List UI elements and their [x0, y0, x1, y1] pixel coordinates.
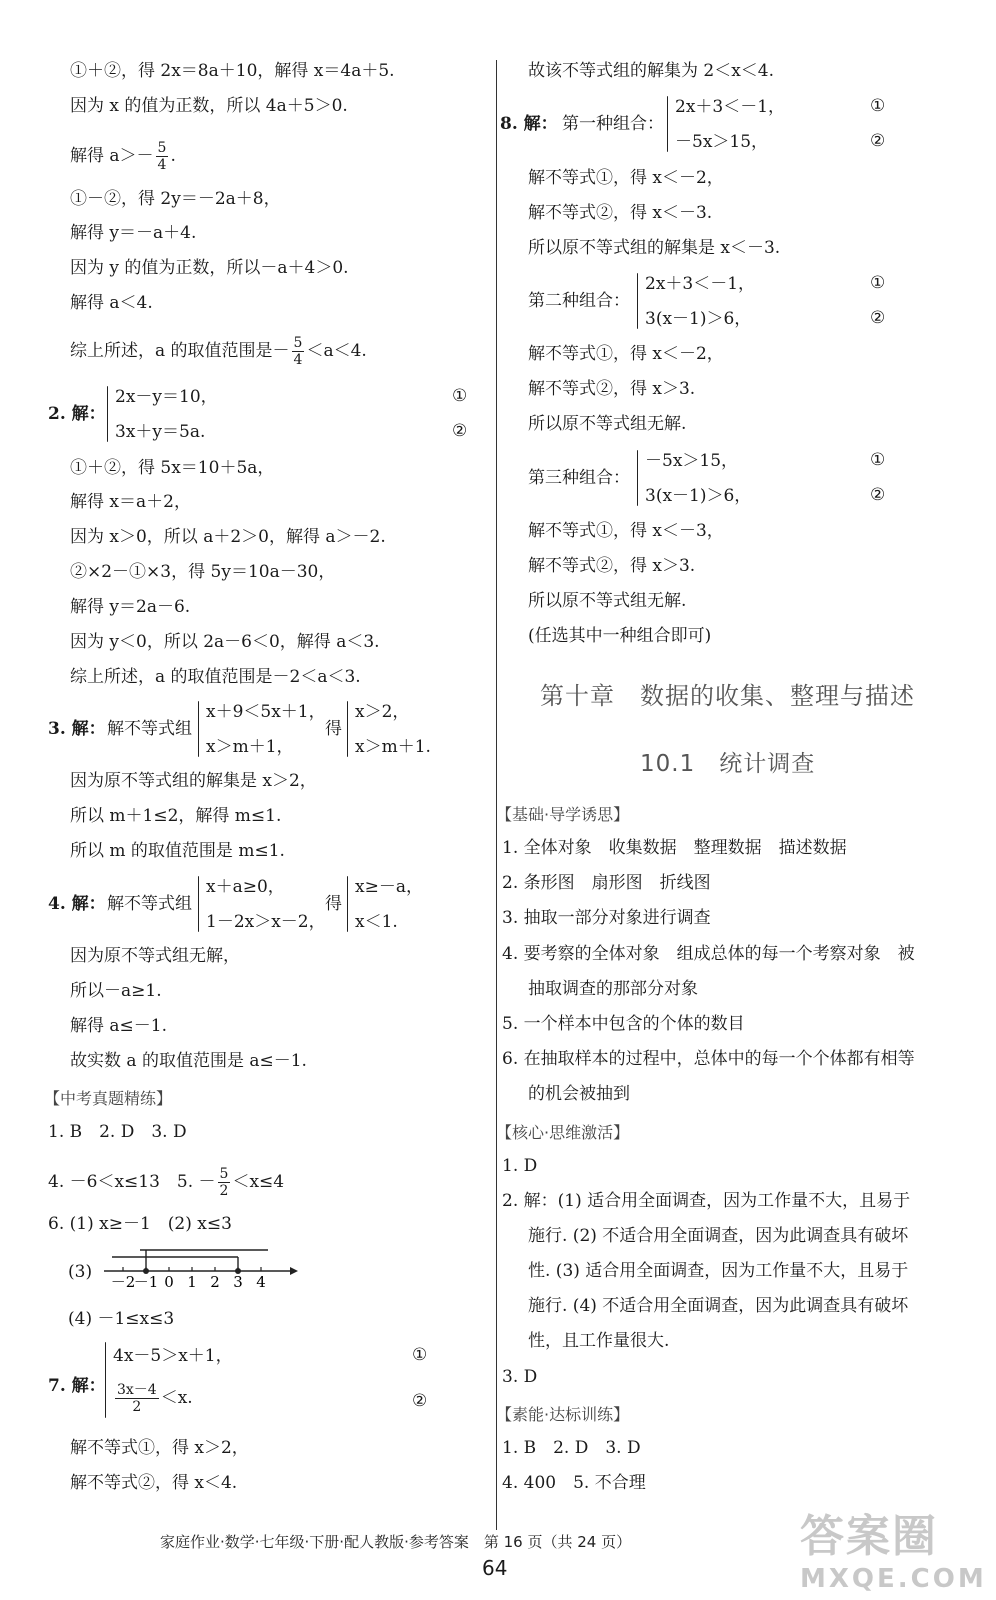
- text-line: 综上所述，a 的取值范围是－2＜a＜3.: [70, 667, 361, 687]
- text-line: 所以原不等式组无解.: [528, 591, 687, 611]
- text-segment: 解得 a＞－: [70, 146, 154, 166]
- answer-line: 1. 全体对象 收集数据 整理数据 描述数据: [502, 838, 847, 858]
- text-line: 解不等式①，得 x＞2，: [70, 1438, 249, 1458]
- text-segment: 第二种组合：: [528, 291, 630, 311]
- brace: [637, 273, 638, 329]
- eq-tag: ②: [870, 131, 886, 151]
- number-line-label: －1: [133, 1273, 159, 1291]
- chapter-title: 第十章 数据的收集、整理与描述: [540, 682, 915, 710]
- equation: －5x＞15，: [675, 132, 769, 152]
- text-line: 所以 m 的取值范围是 m≤1.: [70, 841, 285, 861]
- text-line: 故该不等式组的解集为 2＜x＜4.: [528, 61, 775, 81]
- equation: x＞2，: [355, 702, 410, 722]
- fraction-num: 5: [219, 1166, 229, 1182]
- eq-tag: ②: [870, 485, 886, 505]
- answer-line: 5. 一个样本中包含的个体的数目: [502, 1014, 745, 1034]
- brace: [347, 701, 348, 757]
- question-label: 2. 解：: [48, 404, 106, 424]
- text-line: 解不等式②，得 x＜－3.: [528, 203, 713, 223]
- text-line: [70, 335, 367, 368]
- answer-line: 的机会被抽到: [528, 1084, 630, 1104]
- fraction: [218, 1166, 231, 1199]
- brace: [667, 96, 668, 152]
- brace: [347, 876, 348, 932]
- text-segment: 综上所述，a 的取值范围是－: [70, 341, 290, 361]
- equation: 2x＋3＜－1，: [675, 97, 786, 117]
- section-heading: 【基础·导学诱思】: [496, 805, 630, 824]
- text-segment: 4. －6＜x≤13 5. －: [48, 1172, 216, 1192]
- section-heading: 【素能·达标训练】: [496, 1405, 630, 1424]
- text-line: 解不等式②，得 x＞3.: [528, 556, 696, 576]
- answer-line: [48, 1166, 284, 1199]
- equation: 2x＋3＜－1，: [645, 274, 756, 294]
- page-number: 64: [482, 1556, 508, 1580]
- text-line: 因为原不等式组无解，: [70, 946, 240, 966]
- text-segment: .: [170, 146, 176, 166]
- brace: [198, 876, 199, 932]
- text-line: 解不等式①，得 x＜－3，: [528, 521, 724, 541]
- fraction-den: 2: [219, 1183, 229, 1199]
- number-line-label: 2: [210, 1273, 220, 1291]
- text-line: 解得 a≤－1.: [70, 1016, 168, 1036]
- text-line: 解得 x＝a＋2，: [70, 492, 191, 512]
- equation: x≥－a，: [355, 877, 423, 897]
- answer-line: (4) －1≤x≤3: [68, 1309, 175, 1329]
- text-line: ①＋②，得 5x＝10＋5a，: [70, 458, 275, 478]
- brace: [637, 450, 638, 506]
- number-line-label: 0: [164, 1273, 174, 1291]
- text-segment: 解不等式组: [107, 719, 192, 739]
- question-label: 4. 解：: [48, 894, 106, 914]
- text-line: 解不等式①，得 x＜－2，: [528, 344, 724, 364]
- text-line: 所以原不等式组的解集是 x＜－3.: [528, 238, 781, 258]
- eq-tag: ②: [412, 1391, 428, 1411]
- question-label: 7. 解：: [48, 1376, 106, 1396]
- answer-line: 2. 条形图 扇形图 折线图: [502, 873, 711, 893]
- equation: x＞m＋1，: [206, 737, 294, 757]
- section-heading: 【核心·思维激活】: [496, 1123, 630, 1142]
- text-line: 所以－a≥1.: [70, 981, 162, 1001]
- text-line: 解得 a＜4.: [70, 293, 153, 313]
- text-line: 解不等式②，得 x＜4.: [70, 1473, 238, 1493]
- answer-line: 4. 要考察的全体对象 组成总体的每一个考察对象 被: [502, 944, 915, 964]
- eq-tag: ①: [870, 273, 886, 293]
- column-divider: [496, 60, 497, 1530]
- eq-tag: ①: [870, 96, 886, 116]
- number-line-label: 3: [233, 1273, 243, 1291]
- fraction-den: 4: [293, 352, 303, 368]
- text-line: 因为 x＞0，所以 a＋2＞0，解得 a＞－2.: [70, 527, 386, 547]
- fraction-num: 3x－4: [117, 1382, 157, 1398]
- text-line: 因为 y＜0，所以 2a－6＜0，解得 a＜3.: [70, 632, 380, 652]
- number-line-label: 4: [256, 1273, 266, 1291]
- text-segment: 得: [325, 719, 342, 739]
- equation: 1－2x＞x－2，: [206, 912, 326, 932]
- answer-line: 6. 在抽取样本的过程中，总体中的每一个个体都有相等: [502, 1049, 915, 1069]
- answer-line: 性，且工作量很大.: [528, 1331, 670, 1351]
- text-line: ②×2－①×3，得 5y＝10a－30，: [70, 562, 336, 582]
- text-line: 因为 x 的值为正数，所以 4a＋5＞0.: [70, 96, 348, 116]
- text-line: ①－②，得 2y＝－2a＋8，: [70, 189, 281, 209]
- fraction: [115, 1382, 159, 1415]
- equation: 2x－y＝10，: [115, 387, 218, 407]
- equation: x＜1.: [355, 912, 398, 932]
- fraction: [156, 140, 169, 173]
- brace: [105, 1342, 106, 1418]
- text-line: 解得 y＝2a－6.: [70, 597, 191, 617]
- fraction: [292, 335, 305, 368]
- text-segment: ＜x.: [160, 1388, 193, 1408]
- watermark-url: MXQE.COM: [800, 1564, 987, 1594]
- text-line: 因为 y 的值为正数，所以－a＋4＞0.: [70, 258, 349, 278]
- fraction-num: 5: [157, 140, 167, 156]
- equation: 4x－5＞x＋1，: [113, 1346, 233, 1366]
- fraction-den: 2: [132, 1399, 142, 1415]
- answer-line: 1. B 2. D 3. D: [502, 1438, 641, 1458]
- section-heading: 【中考真题精练】: [44, 1089, 173, 1108]
- eq-tag: ②: [870, 308, 886, 328]
- answer-line: (3): [68, 1262, 93, 1282]
- text-segment: 第一种组合：: [562, 114, 664, 134]
- brace: [107, 386, 108, 442]
- watermark: [800, 1500, 987, 1594]
- text-line: 所以原不等式组无解.: [528, 414, 687, 434]
- equation: －5x＞15，: [645, 451, 739, 471]
- eq-tag: ①: [412, 1345, 428, 1365]
- equation: 3(x－1)＞6，: [645, 486, 752, 506]
- text-segment: 得: [325, 894, 342, 914]
- text-segment: 解不等式组: [107, 894, 192, 914]
- eq-tag: ①: [452, 386, 468, 406]
- fraction-num: 5: [293, 335, 303, 351]
- number-line-label: 1: [187, 1273, 197, 1291]
- answer-line: 施行. (2) 不适合用全面调查，因为此调查具有破坏: [528, 1226, 909, 1246]
- answer-line: 3. 抽取一部分对象进行调查: [502, 908, 711, 928]
- watermark-text: 答案圈: [800, 1511, 938, 1562]
- answer-line: 3. D: [502, 1367, 538, 1387]
- equation: x＋a≥0，: [206, 877, 285, 897]
- answer-line: 2. 解：(1) 适合用全面调查，因为工作量不大，且易于: [502, 1191, 911, 1211]
- equation: 3(x－1)＞6，: [645, 309, 752, 329]
- section-title: 10.1 统计调查: [640, 751, 816, 777]
- note: (任选其中一种组合即可): [528, 626, 712, 646]
- number-line-label: －2: [110, 1273, 136, 1291]
- eq-tag: ①: [870, 450, 886, 470]
- page-footer: 家庭作业·数学·七年级·下册·配人教版·参考答案 第 16 页（共 24 页）: [160, 1533, 632, 1551]
- answer-line: 6. (1) x≥－1 (2) x≤3: [48, 1214, 232, 1234]
- text-line: 解不等式②，得 x＞3.: [528, 379, 696, 399]
- equation: x＞m＋1.: [355, 737, 431, 757]
- question-label: 3. 解：: [48, 719, 106, 739]
- text-segment: 第三种组合：: [528, 468, 630, 488]
- answer-line: 性. (3) 适合用全面调查，因为工作量不大，且易于: [528, 1261, 909, 1281]
- answer-line: 施行. (4) 不适合用全面调查，因为此调查具有破坏: [528, 1296, 909, 1316]
- equation: x＋9＜5x＋1，: [206, 702, 326, 722]
- text-line: 因为原不等式组的解集是 x＞2，: [70, 771, 317, 791]
- equation: 3x＋y＝5a.: [115, 422, 206, 442]
- question-label: 8. 解：: [500, 114, 558, 134]
- text-line: [70, 140, 176, 173]
- eq-tag: ②: [452, 421, 468, 441]
- text-segment: ＜x≤4: [232, 1172, 285, 1192]
- answer-line: 1. D: [502, 1156, 538, 1176]
- text-line: 解得 y＝－a＋4.: [70, 223, 197, 243]
- text-line: 解不等式①，得 x＜－2，: [528, 168, 724, 188]
- text-line: 故实数 a 的取值范围是 a≤－1.: [70, 1051, 307, 1071]
- brace: [198, 701, 199, 757]
- equation: [113, 1382, 193, 1415]
- answer-line: 4. 400 5. 不合理: [502, 1473, 646, 1493]
- answer-line: 1. B 2. D 3. D: [48, 1122, 187, 1142]
- answer-line: 抽取调查的那部分对象: [528, 979, 698, 999]
- fraction-den: 4: [157, 157, 167, 173]
- text-segment: ＜a＜4.: [306, 341, 367, 361]
- text-line: ①＋②，得 2x＝8a＋10，解得 x＝4a＋5.: [70, 61, 395, 81]
- number-line: [100, 1243, 300, 1291]
- text-line: 所以 m＋1≤2，解得 m≤1.: [70, 806, 282, 826]
